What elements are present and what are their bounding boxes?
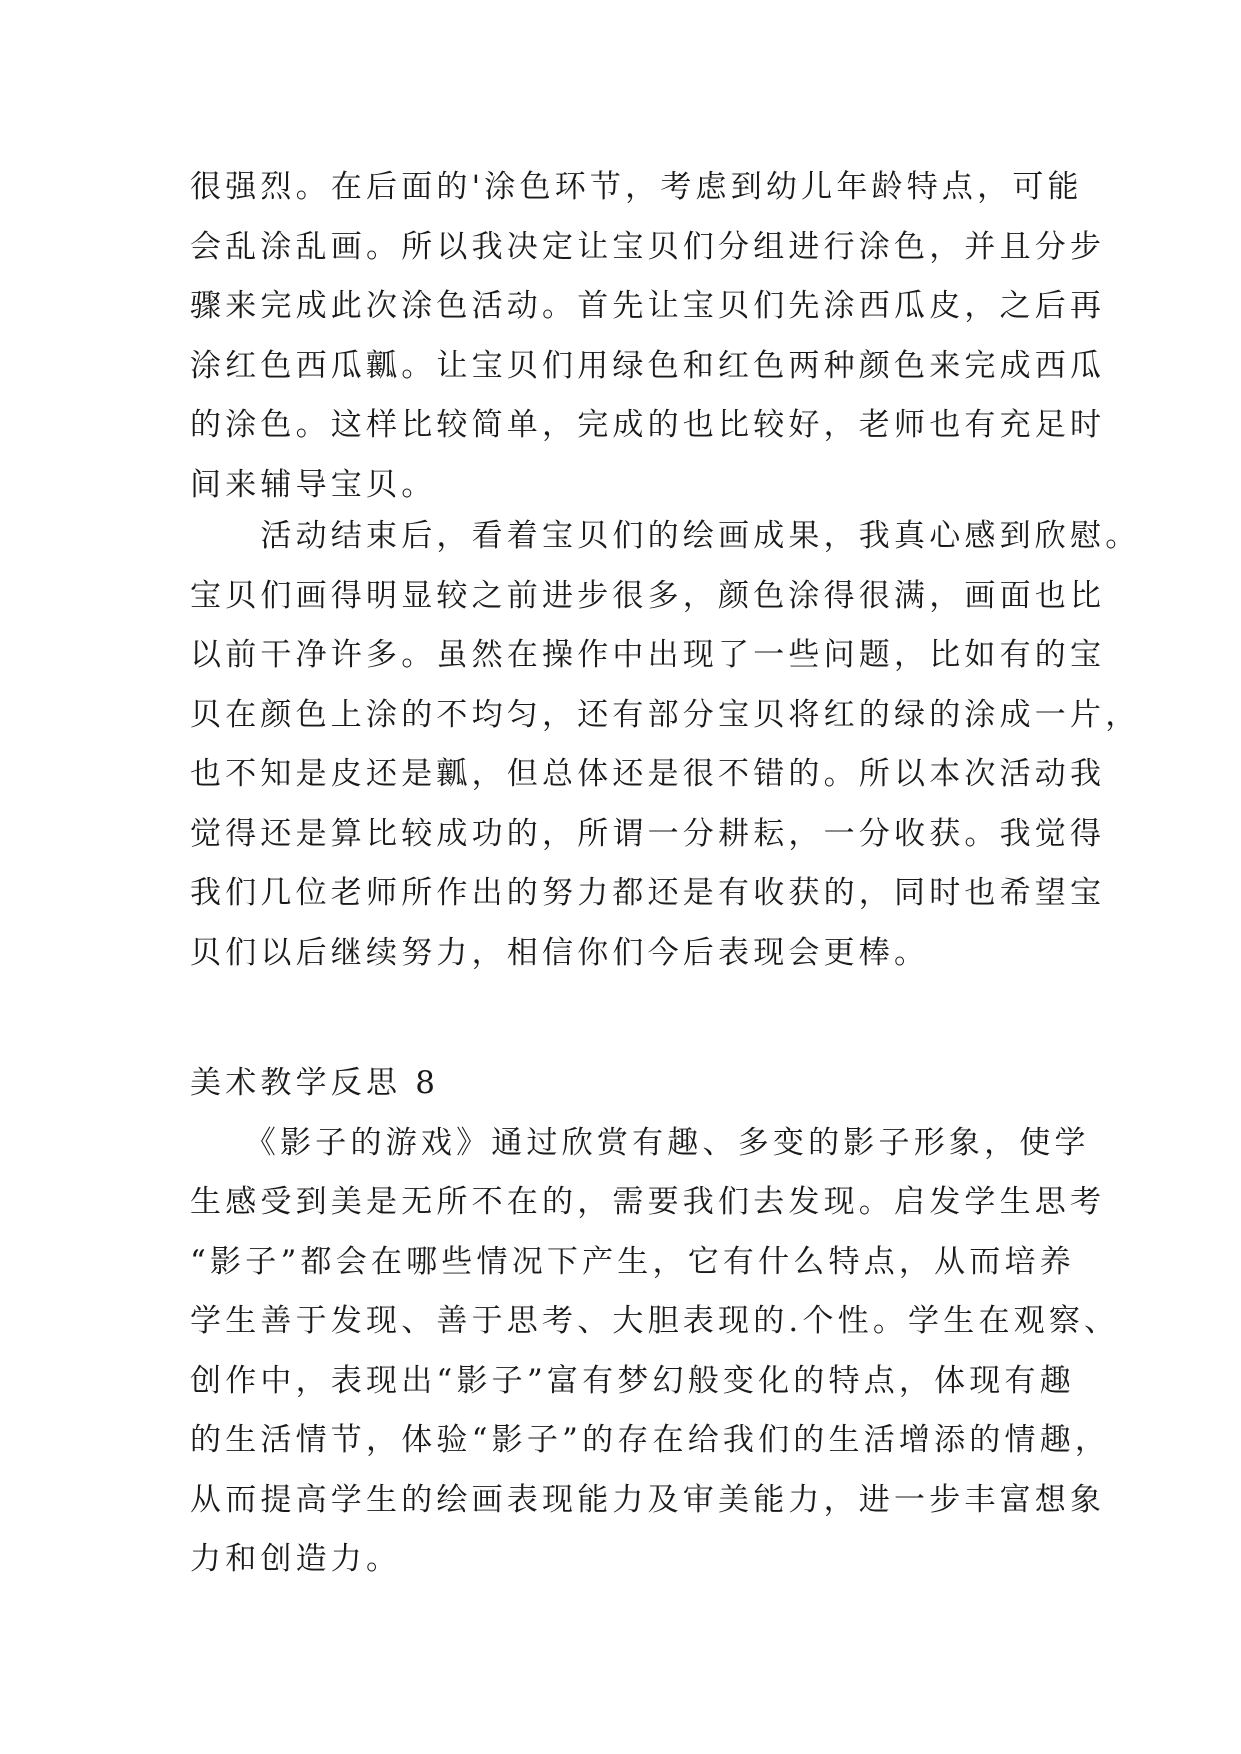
paragraph-line: 的涂色。这样比较简单，完成的也比较好，老师也有充足时 bbox=[190, 407, 1106, 443]
paragraph-line: 宝贝们画得明显较之前进步很多，颜色涂得很满，画面也比 bbox=[190, 577, 1106, 614]
paragraph-line: 学生善于发现、善于思考、大胆表现的.个性。学生在观察、 bbox=[190, 1303, 1120, 1339]
paragraph-line: “影子”都会在哪些情况下产生，它有什么特点，从而培养 bbox=[190, 1243, 1075, 1280]
paragraph-line: 涂红色西瓜瓤。让宝贝们用绿色和红色两种颜色来完成西瓜 bbox=[190, 347, 1106, 384]
paragraph-line: 活动结束后，看着宝贝们的绘画成果，我真心感到欣慰。 bbox=[190, 518, 1141, 554]
paragraph-line: 《影子的游戏》通过欣赏有趣、多变的影子形象，使学 bbox=[190, 1124, 1090, 1161]
paragraph-line: 从而提高学生的绘画表现能力及审美能力，进一步丰富想象 bbox=[190, 1481, 1106, 1518]
paragraph-line: 生感受到美是无所不在的，需要我们去发现。启发学生思考 bbox=[190, 1184, 1106, 1220]
section-8 bbox=[190, 1054, 1120, 1590]
paragraph-line: 也不知是皮还是瓤，但总体还是很不错的。所以本次活动我 bbox=[190, 756, 1106, 792]
paragraph-line: 贝们以后继续努力，相信你们今后表现会更棒。 bbox=[190, 934, 930, 971]
paragraph-line: 以前干净许多。虽然在操作中出现了一些问题，比如有的宝 bbox=[190, 637, 1106, 673]
paragraph-line: 觉得还是算比较成功的，所谓一分耕耘，一分收获。我觉得 bbox=[190, 815, 1106, 852]
paragraph-reflection bbox=[190, 507, 1141, 983]
paragraph-line: 骤来完成此次涂色活动。首先让宝贝们先涂西瓜皮，之后再 bbox=[190, 288, 1106, 324]
paragraph-continued bbox=[190, 158, 1106, 515]
paragraph-line: 的生活情节，体验“影子”的存在给我们的生活增添的情趣， bbox=[190, 1422, 1111, 1458]
paragraph-line: 很强烈。在后面的'涂色环节，考虑到幼儿年龄特点，可能 bbox=[190, 169, 1083, 205]
paragraph-line: 间来辅导宝贝。 bbox=[190, 466, 437, 503]
paragraph-line: 力和创造力。 bbox=[190, 1541, 402, 1577]
section-heading: 美术教学反思 8 bbox=[190, 1065, 440, 1101]
paragraph-line: 会乱涂乱画。所以我决定让宝贝们分组进行涂色，并且分步 bbox=[190, 228, 1106, 265]
paragraph-line: 贝在颜色上涂的不均匀，还有部分宝贝将红的绿的涂成一片， bbox=[190, 696, 1141, 733]
paragraph-line: 我们几位老师所作出的努力都还是有收获的，同时也希望宝 bbox=[190, 875, 1106, 911]
paragraph-line: 创作中，表现出“影子”富有梦幻般变化的特点，体现有趣 bbox=[190, 1362, 1075, 1399]
